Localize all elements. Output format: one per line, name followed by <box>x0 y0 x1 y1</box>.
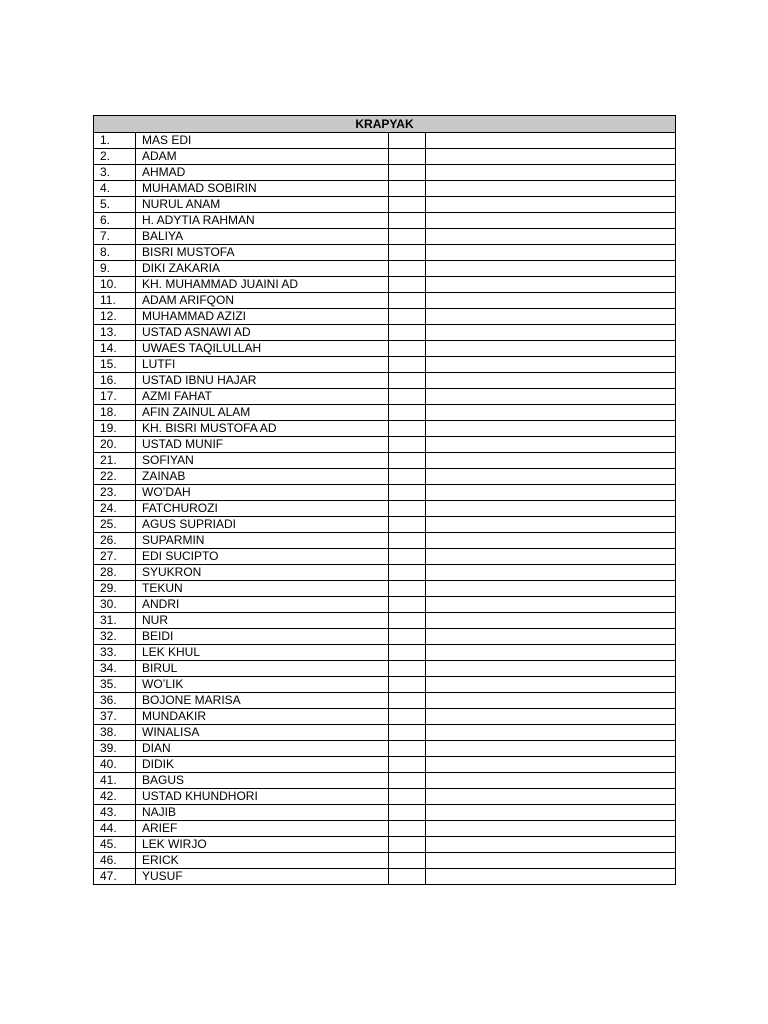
row-number: 38. <box>94 725 136 741</box>
table-row <box>94 581 676 597</box>
empty-cell-a[interactable] <box>389 165 426 181</box>
table-row <box>94 165 676 181</box>
empty-cell-a[interactable] <box>389 549 426 565</box>
row-name: BISRI MUSTOFA <box>136 245 389 261</box>
table-row <box>94 773 676 789</box>
empty-cell-b[interactable] <box>426 645 676 661</box>
empty-cell-a[interactable] <box>389 629 426 645</box>
empty-cell-b[interactable] <box>426 741 676 757</box>
row-name: BIRUL <box>136 661 389 677</box>
row-number: 17. <box>94 389 136 405</box>
empty-cell-b[interactable] <box>426 549 676 565</box>
empty-cell-b[interactable] <box>426 341 676 357</box>
row-name: ZAINAB <box>136 469 389 485</box>
table-row <box>94 693 676 709</box>
row-number: 14. <box>94 341 136 357</box>
row-name: KH. MUHAMMAD JUAINI AD <box>136 277 389 293</box>
empty-cell-b[interactable] <box>426 261 676 277</box>
empty-cell-b[interactable] <box>426 421 676 437</box>
row-name: USTAD ASNAWI AD <box>136 325 389 341</box>
row-number: 44. <box>94 821 136 837</box>
empty-cell-b[interactable] <box>426 661 676 677</box>
row-name: NURUL ANAM <box>136 197 389 213</box>
table-row <box>94 181 676 197</box>
empty-cell-b[interactable] <box>426 869 676 885</box>
table-row <box>94 405 676 421</box>
empty-cell-a[interactable] <box>389 437 426 453</box>
empty-cell-a[interactable] <box>389 341 426 357</box>
row-name: NAJIB <box>136 805 389 821</box>
row-number: 18. <box>94 405 136 421</box>
table-row <box>94 565 676 581</box>
table-row <box>94 869 676 885</box>
table-row <box>94 805 676 821</box>
row-number: 27. <box>94 549 136 565</box>
row-number: 24. <box>94 501 136 517</box>
empty-cell-a[interactable] <box>389 357 426 373</box>
row-name: ERICK <box>136 853 389 869</box>
table-row <box>94 613 676 629</box>
empty-cell-a[interactable] <box>389 757 426 773</box>
empty-cell-b[interactable] <box>426 613 676 629</box>
empty-cell-b[interactable] <box>426 213 676 229</box>
row-number: 20. <box>94 437 136 453</box>
empty-cell-a[interactable] <box>389 725 426 741</box>
row-number: 16. <box>94 373 136 389</box>
row-name: USTAD MUNIF <box>136 437 389 453</box>
row-name: DIAN <box>136 741 389 757</box>
row-number: 35. <box>94 677 136 693</box>
row-name: SYUKRON <box>136 565 389 581</box>
empty-cell-b[interactable] <box>426 805 676 821</box>
empty-cell-b[interactable] <box>426 293 676 309</box>
table-row <box>94 757 676 773</box>
empty-cell-b[interactable] <box>426 853 676 869</box>
row-name: MUHAMMAD AZIZI <box>136 309 389 325</box>
table-row <box>94 485 676 501</box>
row-name: LUTFI <box>136 357 389 373</box>
table-row <box>94 261 676 277</box>
empty-cell-a[interactable] <box>389 773 426 789</box>
table-row <box>94 629 676 645</box>
row-name: AHMAD <box>136 165 389 181</box>
row-name: DIKI ZAKARIA <box>136 261 389 277</box>
row-number: 37. <box>94 709 136 725</box>
table-row <box>94 373 676 389</box>
table-row <box>94 421 676 437</box>
row-name: UWAES TAQILULLAH <box>136 341 389 357</box>
empty-cell-a[interactable] <box>389 805 426 821</box>
row-number: 29. <box>94 581 136 597</box>
table-row <box>94 645 676 661</box>
roster-sheet <box>93 115 675 885</box>
empty-cell-a[interactable] <box>389 869 426 885</box>
row-name: WO’LIK <box>136 677 389 693</box>
empty-cell-b[interactable] <box>426 405 676 421</box>
table-row <box>94 149 676 165</box>
empty-cell-b[interactable] <box>426 309 676 325</box>
row-number: 23. <box>94 485 136 501</box>
row-name: YUSUF <box>136 869 389 885</box>
row-name: KH. BISRI MUSTOFA AD <box>136 421 389 437</box>
table-row <box>94 389 676 405</box>
empty-cell-b[interactable] <box>426 229 676 245</box>
row-number: 31. <box>94 613 136 629</box>
empty-cell-a[interactable] <box>389 405 426 421</box>
row-number: 34. <box>94 661 136 677</box>
table-row <box>94 197 676 213</box>
table-row <box>94 357 676 373</box>
row-name: ADAM ARIFQON <box>136 293 389 309</box>
empty-cell-a[interactable] <box>389 197 426 213</box>
row-name: AGUS SUPRIADI <box>136 517 389 533</box>
empty-cell-a[interactable] <box>389 245 426 261</box>
row-number: 30. <box>94 597 136 613</box>
row-name: ANDRI <box>136 597 389 613</box>
table-row <box>94 325 676 341</box>
row-number: 13. <box>94 325 136 341</box>
empty-cell-b[interactable] <box>426 389 676 405</box>
table-row <box>94 597 676 613</box>
row-name: AFIN ZAINUL ALAM <box>136 405 389 421</box>
empty-cell-a[interactable] <box>389 309 426 325</box>
empty-cell-b[interactable] <box>426 629 676 645</box>
empty-cell-a[interactable] <box>389 565 426 581</box>
row-name: WO’DAH <box>136 485 389 501</box>
empty-cell-a[interactable] <box>389 693 426 709</box>
row-number: 19. <box>94 421 136 437</box>
empty-cell-b[interactable] <box>426 133 676 149</box>
empty-cell-b[interactable] <box>426 677 676 693</box>
table-row <box>94 661 676 677</box>
empty-cell-a[interactable] <box>389 325 426 341</box>
table-row <box>94 341 676 357</box>
row-name: LEK KHUL <box>136 645 389 661</box>
table-row <box>94 837 676 853</box>
row-number: 32. <box>94 629 136 645</box>
empty-cell-a[interactable] <box>389 293 426 309</box>
table-row <box>94 437 676 453</box>
empty-cell-a[interactable] <box>389 661 426 677</box>
empty-cell-b[interactable] <box>426 693 676 709</box>
table-row <box>94 789 676 805</box>
row-number: 42. <box>94 789 136 805</box>
row-name: MUHAMAD SOBIRIN <box>136 181 389 197</box>
row-number: 10. <box>94 277 136 293</box>
row-number: 7. <box>94 229 136 245</box>
row-name: MAS EDI <box>136 133 389 149</box>
row-name: H. ADYTIA RAHMAN <box>136 213 389 229</box>
row-number: 36. <box>94 693 136 709</box>
table-row <box>94 453 676 469</box>
empty-cell-a[interactable] <box>389 597 426 613</box>
empty-cell-a[interactable] <box>389 677 426 693</box>
table-row <box>94 549 676 565</box>
row-name: EDI SUCIPTO <box>136 549 389 565</box>
roster-body <box>94 133 676 885</box>
empty-cell-b[interactable] <box>426 773 676 789</box>
row-number: 33. <box>94 645 136 661</box>
row-name: USTAD IBNU HAJAR <box>136 373 389 389</box>
empty-cell-a[interactable] <box>389 821 426 837</box>
row-number: 45. <box>94 837 136 853</box>
empty-cell-a[interactable] <box>389 213 426 229</box>
row-number: 11. <box>94 293 136 309</box>
empty-cell-b[interactable] <box>426 437 676 453</box>
empty-cell-a[interactable] <box>389 709 426 725</box>
row-number: 15. <box>94 357 136 373</box>
empty-cell-a[interactable] <box>389 453 426 469</box>
empty-cell-b[interactable] <box>426 725 676 741</box>
table-row <box>94 309 676 325</box>
table-row <box>94 277 676 293</box>
row-name: FATCHUROZI <box>136 501 389 517</box>
row-number: 9. <box>94 261 136 277</box>
row-number: 8. <box>94 245 136 261</box>
row-name: TEKUN <box>136 581 389 597</box>
table-row <box>94 133 676 149</box>
row-number: 22. <box>94 469 136 485</box>
row-number: 46. <box>94 853 136 869</box>
table-row <box>94 213 676 229</box>
row-number: 5. <box>94 197 136 213</box>
empty-cell-a[interactable] <box>389 389 426 405</box>
empty-cell-b[interactable] <box>426 277 676 293</box>
row-number: 43. <box>94 805 136 821</box>
sheet-title: KRAPYAK <box>94 116 676 133</box>
row-name: SOFIYAN <box>136 453 389 469</box>
table-row <box>94 229 676 245</box>
empty-cell-b[interactable] <box>426 581 676 597</box>
empty-cell-a[interactable] <box>389 789 426 805</box>
table-row <box>94 677 676 693</box>
row-name: MUNDAKIR <box>136 709 389 725</box>
row-number: 12. <box>94 309 136 325</box>
table-row <box>94 709 676 725</box>
empty-cell-b[interactable] <box>426 597 676 613</box>
row-name: BEIDI <box>136 629 389 645</box>
empty-cell-b[interactable] <box>426 469 676 485</box>
row-number: 25. <box>94 517 136 533</box>
row-number: 39. <box>94 741 136 757</box>
empty-cell-a[interactable] <box>389 581 426 597</box>
table-row <box>94 469 676 485</box>
empty-cell-b[interactable] <box>426 501 676 517</box>
table-row <box>94 245 676 261</box>
row-number: 6. <box>94 213 136 229</box>
row-number: 21. <box>94 453 136 469</box>
table-header-row <box>94 116 676 133</box>
row-number: 3. <box>94 165 136 181</box>
row-name: ADAM <box>136 149 389 165</box>
empty-cell-a[interactable] <box>389 181 426 197</box>
empty-cell-a[interactable] <box>389 421 426 437</box>
table-row <box>94 853 676 869</box>
row-number: 2. <box>94 149 136 165</box>
row-name: WINALISA <box>136 725 389 741</box>
row-number: 1. <box>94 133 136 149</box>
empty-cell-a[interactable] <box>389 837 426 853</box>
empty-cell-b[interactable] <box>426 325 676 341</box>
empty-cell-b[interactable] <box>426 757 676 773</box>
empty-cell-a[interactable] <box>389 277 426 293</box>
empty-cell-b[interactable] <box>426 485 676 501</box>
empty-cell-a[interactable] <box>389 485 426 501</box>
table-row <box>94 725 676 741</box>
empty-cell-b[interactable] <box>426 517 676 533</box>
row-name: NUR <box>136 613 389 629</box>
empty-cell-b[interactable] <box>426 357 676 373</box>
empty-cell-b[interactable] <box>426 165 676 181</box>
empty-cell-a[interactable] <box>389 133 426 149</box>
empty-cell-a[interactable] <box>389 741 426 757</box>
empty-cell-b[interactable] <box>426 821 676 837</box>
empty-cell-b[interactable] <box>426 789 676 805</box>
empty-cell-a[interactable] <box>389 229 426 245</box>
table-row <box>94 293 676 309</box>
row-number: 40. <box>94 757 136 773</box>
empty-cell-a[interactable] <box>389 261 426 277</box>
row-number: 47. <box>94 869 136 885</box>
empty-cell-a[interactable] <box>389 853 426 869</box>
row-number: 26. <box>94 533 136 549</box>
table-row <box>94 741 676 757</box>
table-row <box>94 501 676 517</box>
row-number: 28. <box>94 565 136 581</box>
empty-cell-a[interactable] <box>389 149 426 165</box>
empty-cell-b[interactable] <box>426 373 676 389</box>
row-number: 4. <box>94 181 136 197</box>
empty-cell-b[interactable] <box>426 245 676 261</box>
empty-cell-b[interactable] <box>426 533 676 549</box>
empty-cell-b[interactable] <box>426 709 676 725</box>
row-name: BOJONE MARISA <box>136 693 389 709</box>
roster-table <box>93 115 676 885</box>
table-row <box>94 517 676 533</box>
empty-cell-b[interactable] <box>426 453 676 469</box>
row-name: DIDIK <box>136 757 389 773</box>
row-name: BALIYA <box>136 229 389 245</box>
empty-cell-b[interactable] <box>426 197 676 213</box>
row-name: ARIEF <box>136 821 389 837</box>
empty-cell-b[interactable] <box>426 181 676 197</box>
empty-cell-b[interactable] <box>426 149 676 165</box>
empty-cell-b[interactable] <box>426 837 676 853</box>
empty-cell-a[interactable] <box>389 533 426 549</box>
empty-cell-a[interactable] <box>389 373 426 389</box>
empty-cell-a[interactable] <box>389 501 426 517</box>
empty-cell-a[interactable] <box>389 613 426 629</box>
empty-cell-b[interactable] <box>426 565 676 581</box>
table-row <box>94 533 676 549</box>
row-number: 41. <box>94 773 136 789</box>
row-name: AZMI FAHAT <box>136 389 389 405</box>
empty-cell-a[interactable] <box>389 469 426 485</box>
row-name: LEK WIRJO <box>136 837 389 853</box>
empty-cell-a[interactable] <box>389 645 426 661</box>
row-name: USTAD KHUNDHORI <box>136 789 389 805</box>
table-row <box>94 821 676 837</box>
empty-cell-a[interactable] <box>389 517 426 533</box>
row-name: BAGUS <box>136 773 389 789</box>
row-name: SUPARMIN <box>136 533 389 549</box>
